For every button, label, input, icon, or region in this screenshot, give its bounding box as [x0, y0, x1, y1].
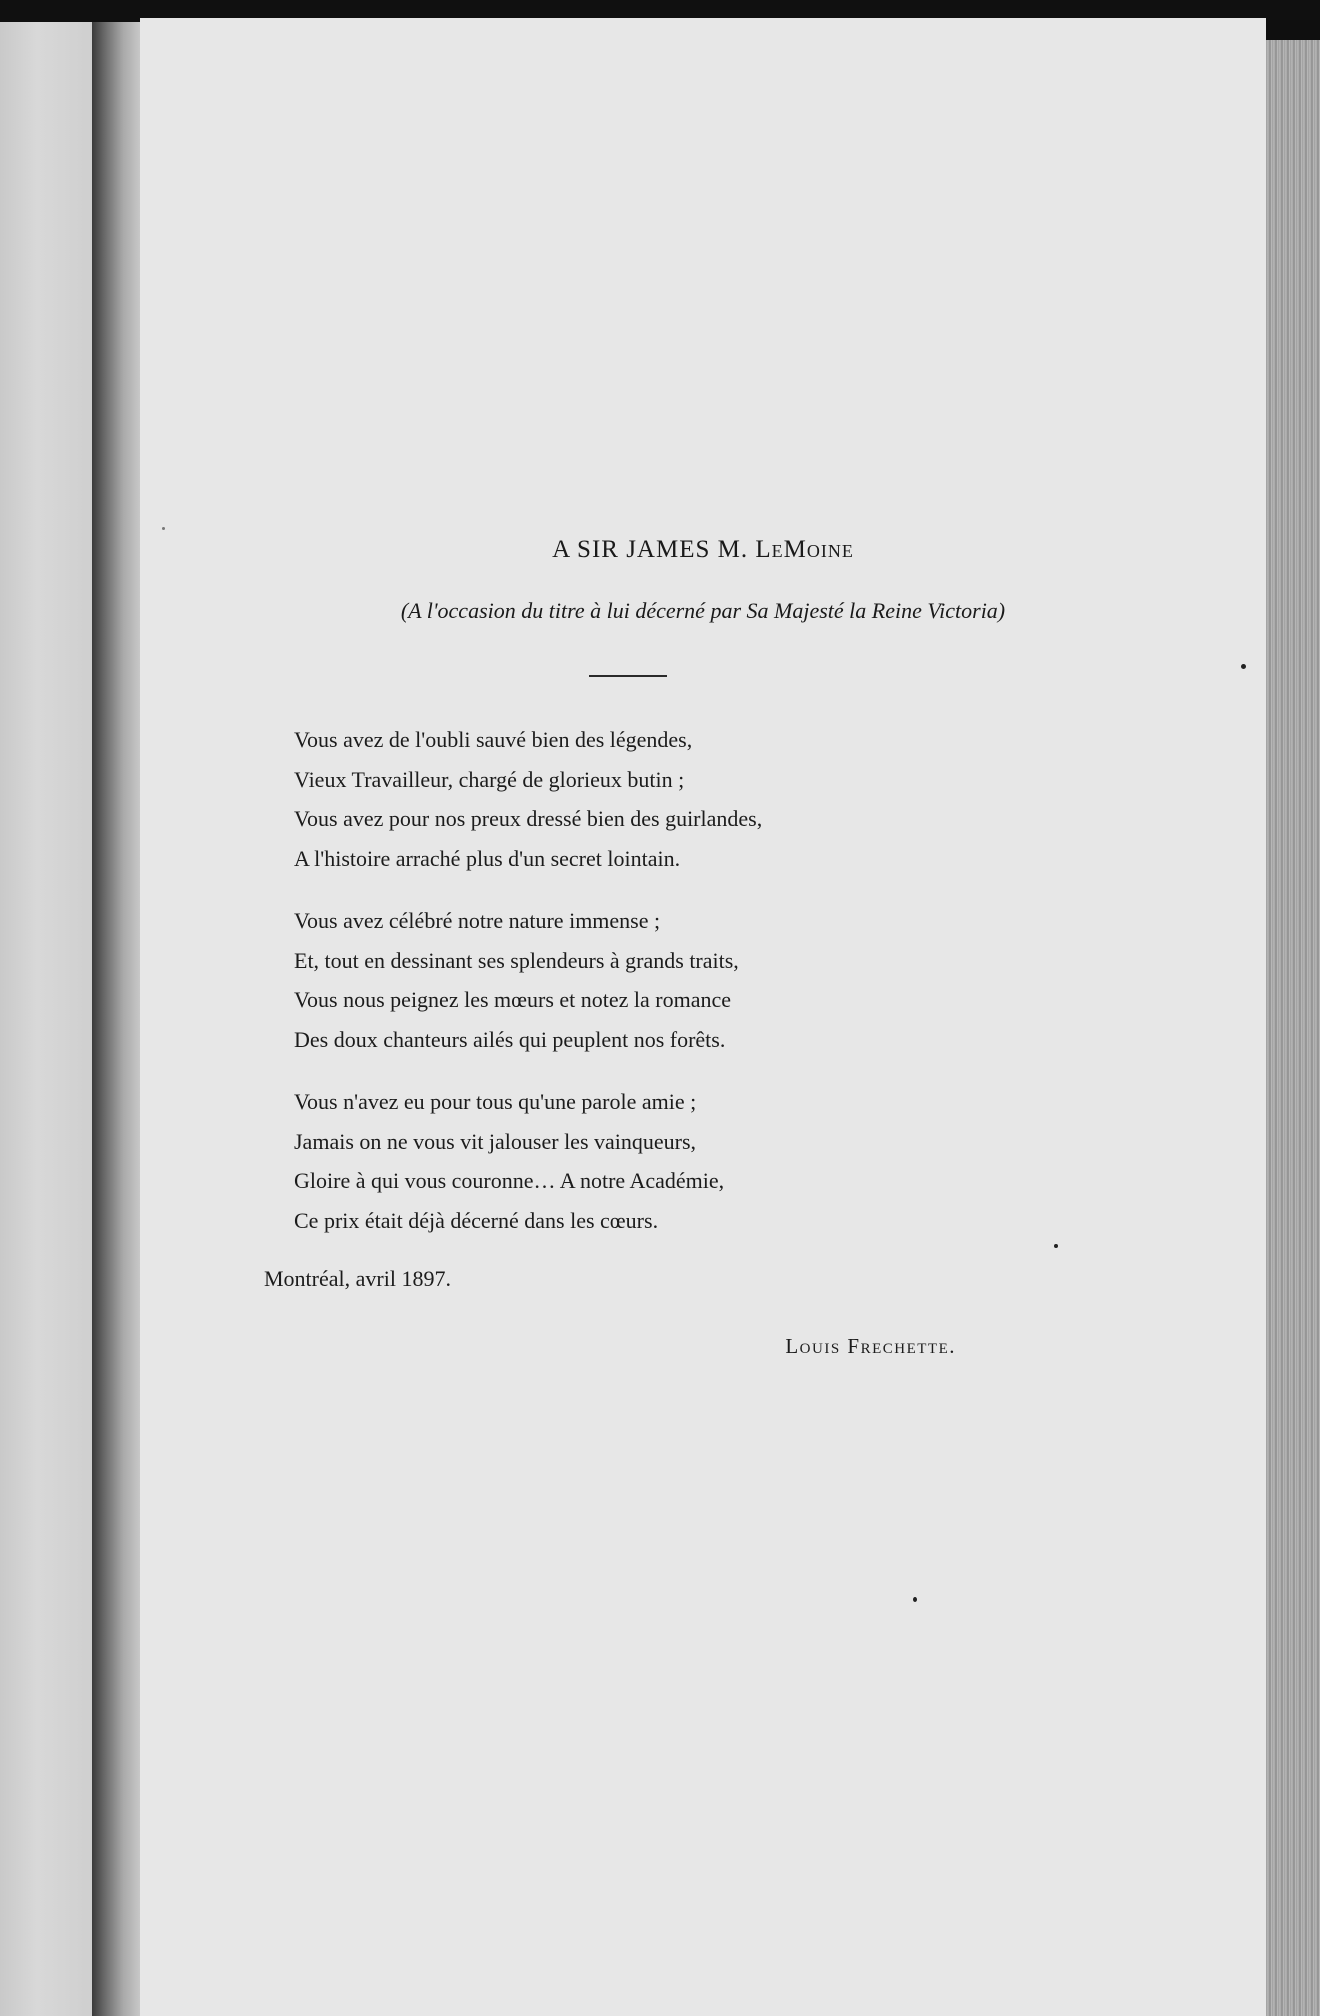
stanza-3: [294, 1082, 994, 1240]
verse-line: Vous avez pour nos preux dressé bien des guirlandes,: [294, 806, 763, 831]
verse-line: Vieux Travailleur, chargé de glorieux butin ;: [294, 766, 685, 792]
verse-line: Vous nous peignez les mœurs et notez la romance: [294, 987, 732, 1012]
place-and-date: Montréal, avril 1897.: [264, 1266, 451, 1291]
separator-rule: [589, 675, 667, 677]
dust-speck: [1054, 1244, 1058, 1248]
dust-speck: [1241, 664, 1246, 669]
verse-line: Vous avez célébré notre nature immense ;: [294, 908, 661, 933]
dust-speck: [913, 1597, 917, 1602]
stanza-1: [294, 720, 994, 878]
author-signature: Louis Frechette.: [785, 1334, 956, 1358]
book-gutter-shadow: [92, 22, 144, 2016]
verse-line: Et, tout en dessinant ses splendeurs à grands traits,: [294, 947, 739, 973]
title-surname: LeMoine: [755, 536, 854, 563]
scan-top-edge: [0, 0, 1320, 20]
title-prefix: A SIR JAMES M.: [552, 536, 756, 563]
stanza-2: [294, 901, 994, 1059]
poem-title: [140, 536, 1266, 564]
poem-body: [294, 720, 994, 1263]
verse-line: Vous n'avez eu pour tous qu'une parole amie ;: [294, 1089, 697, 1114]
verse-line: Vous avez de l'oubli sauvé bien des légendes,: [294, 727, 693, 752]
page-stack-edges: [1266, 40, 1320, 2016]
previous-page-edge: [0, 22, 92, 2016]
verse-line: Ce prix était déjà décerné dans les cœurs.: [294, 1207, 659, 1233]
verse-line: Jamais on ne vous vit jalouser les vainqueurs,: [294, 1128, 697, 1154]
verse-line: Des doux chanteurs ailés qui peuplent nos forêts.: [294, 1026, 726, 1052]
verse-line: A l'histoire arraché plus d'un secret lointain.: [294, 845, 681, 871]
poem-dedication: (A l'occasion du titre à lui décerné par Sa Majesté la Reine Victoria): [400, 598, 1006, 623]
dust-speck: [162, 527, 165, 530]
verse-line: Gloire à qui vous couronne… A notre Académie,: [294, 1168, 725, 1193]
